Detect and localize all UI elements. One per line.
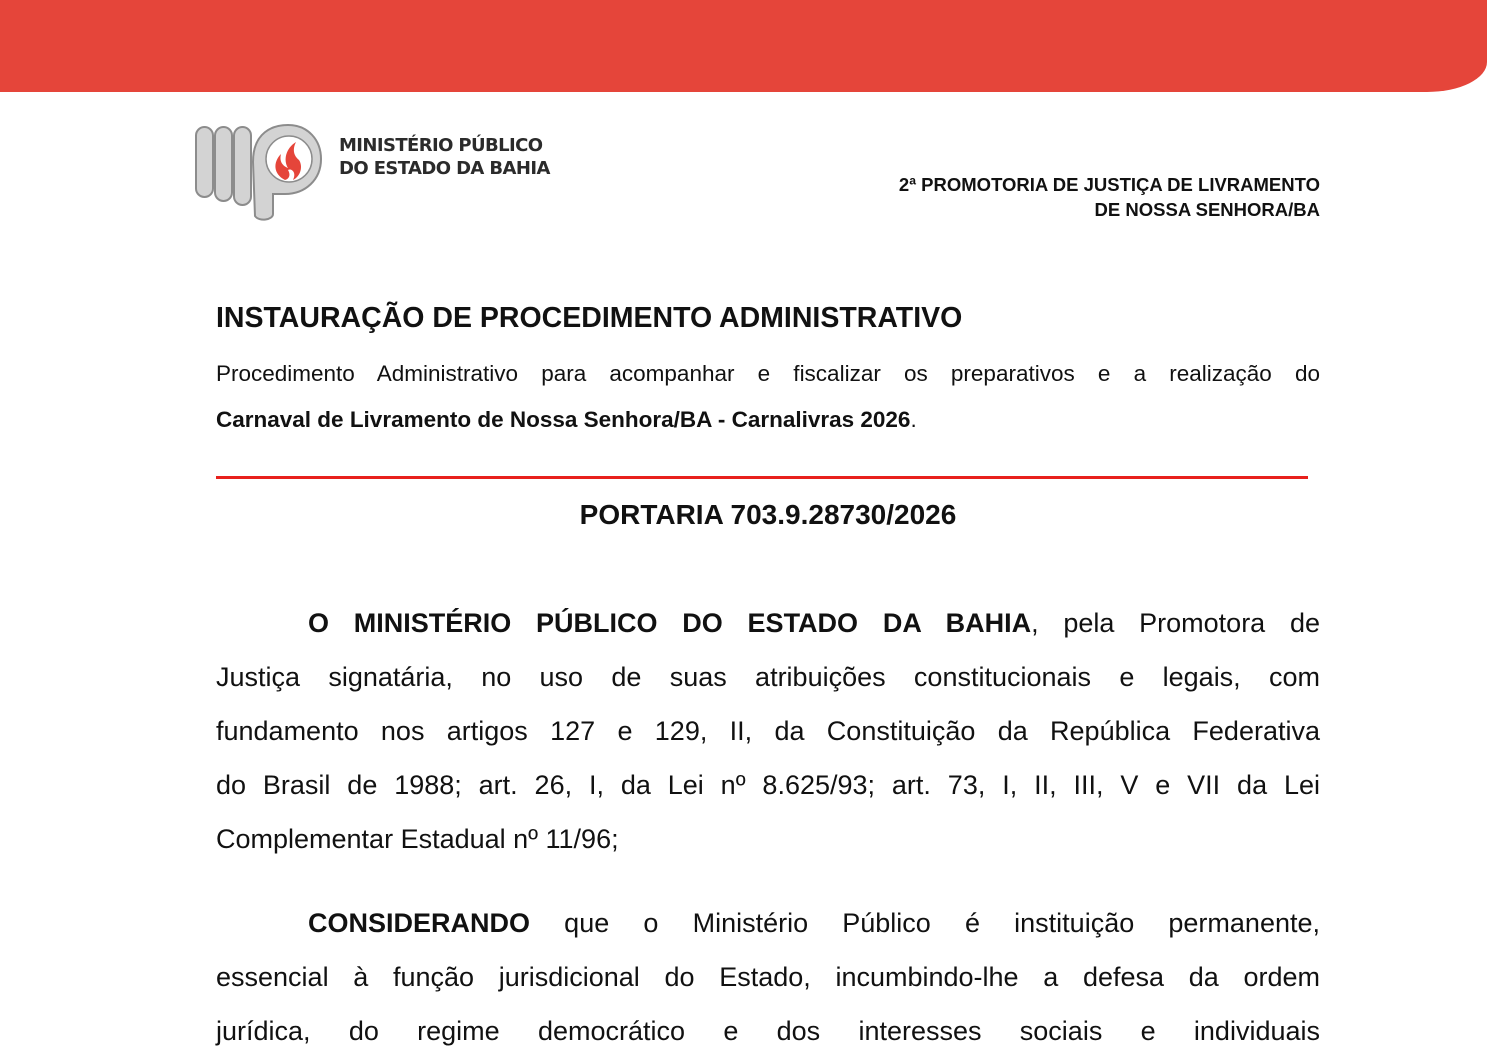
paragraph-line: do Brasil de 1988; art. 26, I, da Lei nº 8.625/93; art. 73, I, II, III, V e VII da Lei — [216, 770, 1320, 800]
promotoria-header — [899, 172, 1320, 222]
line-text: , pela Promotora de — [1031, 608, 1320, 638]
paragraph-line: jurídica, do regime democrático e dos interesses sociais e individuais — [216, 1016, 1320, 1046]
summary-period: . — [910, 407, 917, 432]
mp-bahia-logo-icon — [193, 122, 323, 224]
paragraph-line — [216, 596, 1320, 650]
paragraph-preamble — [216, 596, 1320, 866]
paragraph-line: Justiça signatária, no uso de suas atribuições constitucionais e legais, com — [216, 662, 1320, 692]
portaria-title: PORTARIA 703.9.28730/2026 — [579, 499, 957, 530]
ministerio-name: O MINISTÉRIO PÚBLICO DO ESTADO DA BAHIA — [308, 608, 1032, 638]
summary-event-name: Carnaval de Livramento de Nossa Senhora/BA - Carnalivras 2026 — [216, 407, 911, 432]
promotoria-line-2: DE NOSSA SENHORA/BA — [1094, 199, 1320, 220]
paragraph-line — [216, 896, 1320, 950]
promotoria-line-1: 2ª PROMOTORIA DE JUSTIÇA DE LIVRAMENTO — [898, 174, 1320, 195]
paragraph-line: essencial à função jurisdicional do Estado, incumbindo-lhe a defesa da ordem — [216, 962, 1320, 992]
red-divider — [216, 476, 1308, 479]
considerando-keyword: CONSIDERANDO — [308, 908, 531, 938]
logo-line-2: DO ESTADO DA BAHIA — [339, 158, 550, 179]
logo-line-1: MINISTÉRIO PÚBLICO — [339, 135, 543, 156]
summary-line-1: Procedimento Administrativo para acompanhar e fiscalizar os preparativos e a realização do — [216, 361, 1320, 386]
paragraph-line: Complementar Estadual nº 11/96; — [216, 824, 619, 854]
document-heading: INSTAURAÇÃO DE PROCEDIMENTO ADMINISTRATIVO — [216, 302, 963, 334]
top-banner — [0, 0, 1487, 92]
procedure-summary — [216, 351, 1320, 443]
paragraph-considerando — [216, 896, 1320, 1058]
paragraph-line: fundamento nos artigos 127 e 129, II, da Constituição da República Federativa — [216, 716, 1320, 746]
logo-wordmark — [339, 134, 550, 180]
line-text: que o Ministério Público é instituição permanente, — [530, 908, 1320, 938]
